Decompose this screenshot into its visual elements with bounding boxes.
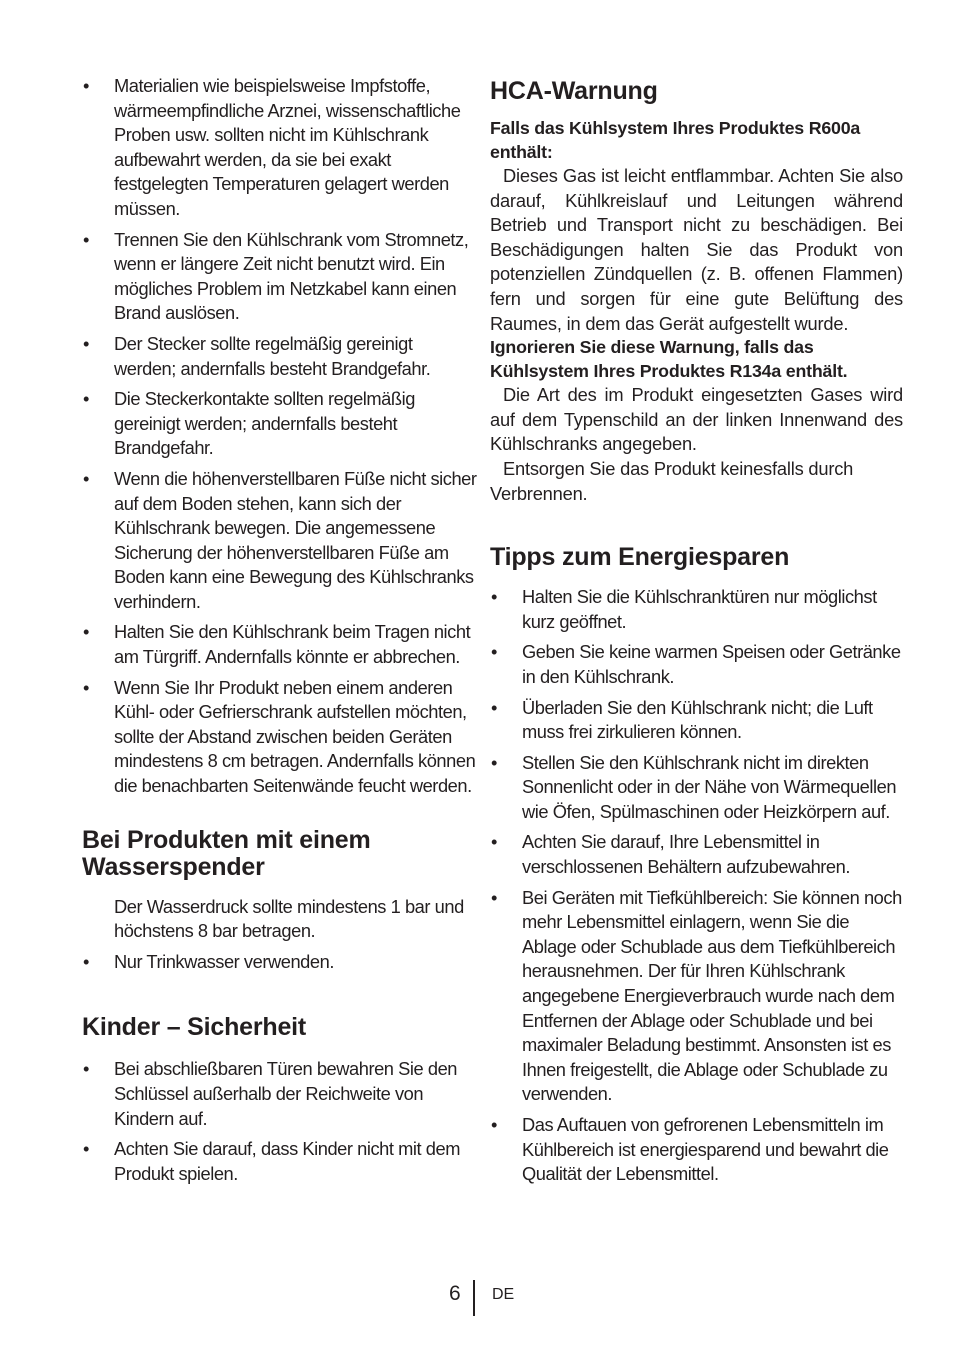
list-item-text: Halten Sie den Kühlschrank beim Tragen nicht am Türgriff. Andernfalls könnte er abbrechen. <box>114 621 471 668</box>
gas-type-paragraph: Die Art des im Produkt eingesetzten Gases wird auf dem Typenschild an der linken Innenwand des Kühlschranks angegeben. <box>490 384 903 455</box>
water-pressure-text: Der Wasserdruck sollte mindestens 1 bar und höchstens 8 bar betragen. <box>114 895 464 942</box>
energy-saving-heading: Tipps zum Energiesparen <box>490 543 790 572</box>
right-column <box>490 74 903 1193</box>
child-safety-list <box>82 1057 477 1186</box>
hca-paragraph: Dieses Gas ist leicht entflammbar. Achten Sie also darauf, Kühlkreislauf und Leitungen während Betrieb und Transport nicht zu beschädigen. Bei Beschädigungen halten Sie das Produkt von potenziellen Zündquellen (z. B. offenen Flammen) fern und sorgen für eine gute Belüftung des Raumes, in dem das Gerät aufgestellt wurde. <box>490 165 903 334</box>
list-item-text: Geben Sie keine warmen Speisen oder Getränke in den Kühlschrank. <box>522 641 901 687</box>
left-column <box>82 74 477 1192</box>
energy-tips-list <box>490 585 903 1187</box>
hca-warning-heading: HCA-Warnung <box>490 77 658 105</box>
list-item: • Bei abschließbaren Türen bewahren Sie den Schlüssel außerhalb der Reichweite von Kindern auf. <box>83 1058 458 1129</box>
page-number: 6 <box>449 1282 461 1305</box>
list-item: • Der Stecker sollte regelmäßig gereinigt werden; andernfalls besteht Brandgefahr. <box>83 332 431 379</box>
child-safety-heading: Kinder – Sicherheit <box>82 1013 307 1042</box>
list-item: • Achten Sie darauf, Ihre Lebensmittel in verschlossenen Behältern aufzubewahren. <box>491 831 850 878</box>
list-item: • Materialien wie beispielsweise Impfstoffe, wärmeempfindliche Arznei, wissenschaftliche Proben usw. sollten nicht im Kühlschrank aufbewahrt werden, da sie bei exakt festgelegten Temperaturen gelagert werden müssen. <box>83 75 461 219</box>
list-item-text: Bei abschließbaren Türen bewahren Sie den Schlüssel außerhalb der Reichweite von Kindern auf. <box>114 1058 458 1129</box>
list-item-text: Achten Sie darauf, Ihre Lebensmittel in verschlossenen Behältern aufzubewahren. <box>522 831 850 878</box>
list-item-text: Achten Sie darauf, dass Kinder nicht mit dem Produkt spielen. <box>114 1138 461 1184</box>
hca-subheading-r134a: Ignorieren Sie diese Warnung, falls das Kühlsystem Ihres Produktes R134a enthält. <box>490 337 848 381</box>
list-item: • Trennen Sie den Kühlschrank vom Stromnetz, wenn er längere Zeit nicht benutzt wird. Ein mögliches Problem im Netzkabel kann einen Brand auslösen. <box>83 228 469 324</box>
list-item: • Geben Sie keine warmen Speisen oder Getränke in den Kühlschrank. <box>491 641 901 687</box>
list-item-text: Wenn Sie Ihr Produkt neben einem anderen Kühl- oder Gefrierschrank aufstellen möchten, sollte der Abstand zwischen beiden Geräten mindestens 8 cm betragen. Andernfalls können die benachbarten Seitenwände feucht werden. <box>114 676 476 797</box>
list-item: • Halten Sie die Kühlschranktüren nur möglichst kurz geöffnet. <box>491 586 877 632</box>
list-item-text: Die Steckerkontakte sollten regelmäßig gereinigt werden; andernfalls besteht Brandgefahr. <box>114 388 415 459</box>
disposal-paragraph: Entsorgen Sie das Produkt keinesfalls durch Verbrennen. <box>490 457 854 504</box>
safety-bullet-list <box>82 74 477 799</box>
list-item-text: Halten Sie die Kühlschranktüren nur möglichst kurz geöffnet. <box>522 586 877 632</box>
list-item-text: Nur Trinkwasser verwenden. <box>114 950 334 972</box>
list-item-text: Der Stecker sollte regelmäßig gereinigt werden; andernfalls besteht Brandgefahr. <box>114 332 431 379</box>
footer-divider <box>473 1280 475 1316</box>
list-item-text: Stellen Sie den Kühlschrank nicht im direkten Sonnenlicht oder in der Nähe von Wärmequellen wie Öfen, Spülmaschinen oder Heizkörpern auf. <box>522 751 897 822</box>
list-item-text: Wenn die höhenverstellbaren Füße nicht sicher auf dem Boden stehen, kann sich der Kühlschrank bewegen. Die angemessene Sicherung der höhenverstellbaren Füße am Boden kann eine Bewegung des Kühlschranks verhindern. <box>114 467 477 612</box>
list-item: • Nur Trinkwasser verwenden. <box>83 950 334 972</box>
list-item-text: Bei Geräten mit Tiefkühlbereich: Sie können noch mehr Lebensmittel einlagern, wenn Sie die Ablage oder Schublade aus dem Tiefkühlbereich herausnehmen. Der für Ihren Kühlschrank angegebene Energieverbrauch wurde nach dem Entfernen der Ablage oder Schublade und bei maximaler Beladung bestimmt. Ansonsten ist es Ihnen freigestellt, die Ablage oder Schublade zu verwenden. <box>522 886 902 1105</box>
water-dispenser-heading: Bei Produkten mit einem Wasserspender <box>82 825 371 881</box>
list-item: • Halten Sie den Kühlschrank beim Tragen nicht am Türgriff. Andernfalls könnte er abbrechen. <box>83 621 471 668</box>
list-item: • Die Steckerkontakte sollten regelmäßig gereinigt werden; andernfalls besteht Brandgefahr. <box>83 388 415 459</box>
list-item: • Bei Geräten mit Tiefkühlbereich: Sie können noch mehr Lebensmittel einlagern, wenn Sie die Ablage oder Schublade aus dem Tiefkühlbereich herausnehmen. Der für Ihren Kühlschrank angegebene Energieverbrauch wurde nach dem Entfernen der Ablage oder Schublade und bei maximaler Beladung bestimmt. Ansonsten ist es Ihnen freigestellt, die Ablage oder Schublade zu verwenden. <box>491 886 902 1105</box>
language-code: DE <box>492 1286 515 1303</box>
list-item: • Wenn Sie Ihr Produkt neben einem anderen Kühl- oder Gefrierschrank aufstellen möchten, sollte der Abstand zwischen beiden Geräten mindestens 8 cm betragen. Andernfalls können die benachbarten Seitenwände feucht werden. <box>83 676 476 797</box>
list-item: • Überladen Sie den Kühlschrank nicht; die Luft muss frei zirkulieren können. <box>491 696 873 743</box>
list-item-text: Überladen Sie den Kühlschrank nicht; die Luft muss frei zirkulieren können. <box>522 696 873 743</box>
list-item: • Wenn die höhenverstellbaren Füße nicht sicher auf dem Boden stehen, kann sich der Kühlschrank bewegen. Die angemessene Sicherung der höhenverstellbaren Füße am Boden kann eine Bewegung des Kühlschranks verhindern. <box>83 467 477 612</box>
water-bullet-list <box>82 950 477 975</box>
list-item-text: Materialien wie beispielsweise Impfstoffe, wärmeempfindliche Arznei, wissenschaftliche Proben usw. sollten nicht im Kühlschrank aufbewahrt werden, da sie bei exakt festgelegten Temperaturen gelagert werden müssen. <box>114 75 461 219</box>
list-item-text: Trennen Sie den Kühlschrank vom Stromnetz, wenn er längere Zeit nicht benutzt wird. Ein mögliches Problem im Netzkabel kann einen Brand auslösen. <box>114 228 469 324</box>
list-item: • Das Auftauen von gefrorenen Lebensmitteln im Kühlbereich ist energiesparend und bewahrt die Qualität der Lebensmittel. <box>491 1114 889 1185</box>
list-item: • Stellen Sie den Kühlschrank nicht im direkten Sonnenlicht oder in der Nähe von Wärmequellen wie Öfen, Spülmaschinen oder Heizkörpern auf. <box>491 751 897 822</box>
list-item: • Achten Sie darauf, dass Kinder nicht mit dem Produkt spielen. <box>83 1138 461 1184</box>
page-footer <box>0 1280 954 1316</box>
list-item-text: Das Auftauen von gefrorenen Lebensmitteln im Kühlbereich ist energiesparend und bewahrt die Qualität der Lebensmittel. <box>522 1114 889 1185</box>
hca-subheading-r600a: Falls das Kühlsystem Ihres Produktes R600a enthält: <box>490 118 861 162</box>
